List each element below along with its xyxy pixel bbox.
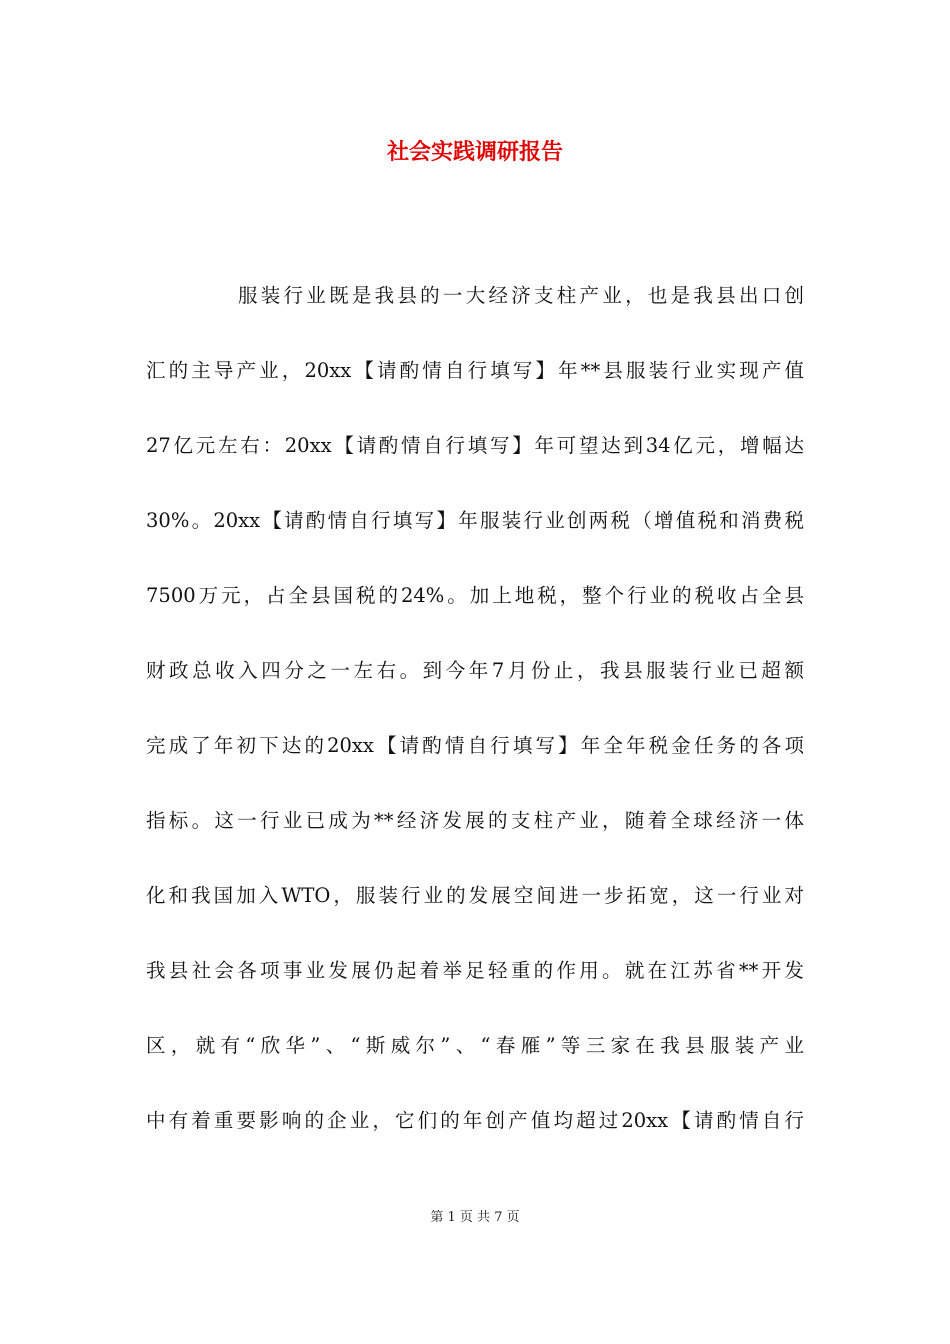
paragraph-line: 服装行业既是我县的一大经济支柱产业，也是我县出口创 xyxy=(238,284,804,307)
paragraph-line: 我县社会各项事业发展仍起着举足轻重的作用。就在江苏省**开发 xyxy=(146,959,804,982)
paragraph-line: 区，就有“欣华”、“斯威尔”、“春雁”等三家在我县服装产业 xyxy=(146,1034,804,1057)
paragraph-line: 化和我国加入WTO，服装行业的发展空间进一步拓宽，这一行业对 xyxy=(146,884,804,907)
paragraph-line: 汇的主导产业，20xx【请酌情自行填写】年**县服装行业实现产值 xyxy=(146,359,804,382)
page-footer xyxy=(0,1206,950,1230)
paragraph-line: 27亿元左右：20xx【请酌情自行填写】年可望达到34亿元，增幅达 xyxy=(146,434,804,457)
paragraph-line: 指标。这一行业已成为**经济发展的支柱产业，随着全球经济一体 xyxy=(146,809,804,832)
paragraph-line: 财政总收入四分之一左右。到今年7月份止，我县服装行业已超额 xyxy=(146,659,804,682)
paragraph-line: 完成了年初下达的20xx【请酌情自行填写】年全年税金任务的各项 xyxy=(146,734,804,757)
page-number: 第 1 页 共 7 页 xyxy=(430,1210,520,1225)
paragraph-line: 中有着重要影响的企业，它们的年创产值均超过20xx【请酌情自行 xyxy=(146,1109,804,1132)
paragraph-line: 30%。20xx【请酌情自行填写】年服装行业创两税（增值税和消费税 xyxy=(146,509,804,532)
paragraph-line: 7500万元，占全县国税的24%。加上地税，整个行业的税收占全县 xyxy=(146,584,804,607)
page-title: 社会实践调研报告 xyxy=(386,139,563,165)
body-text xyxy=(146,271,804,1171)
